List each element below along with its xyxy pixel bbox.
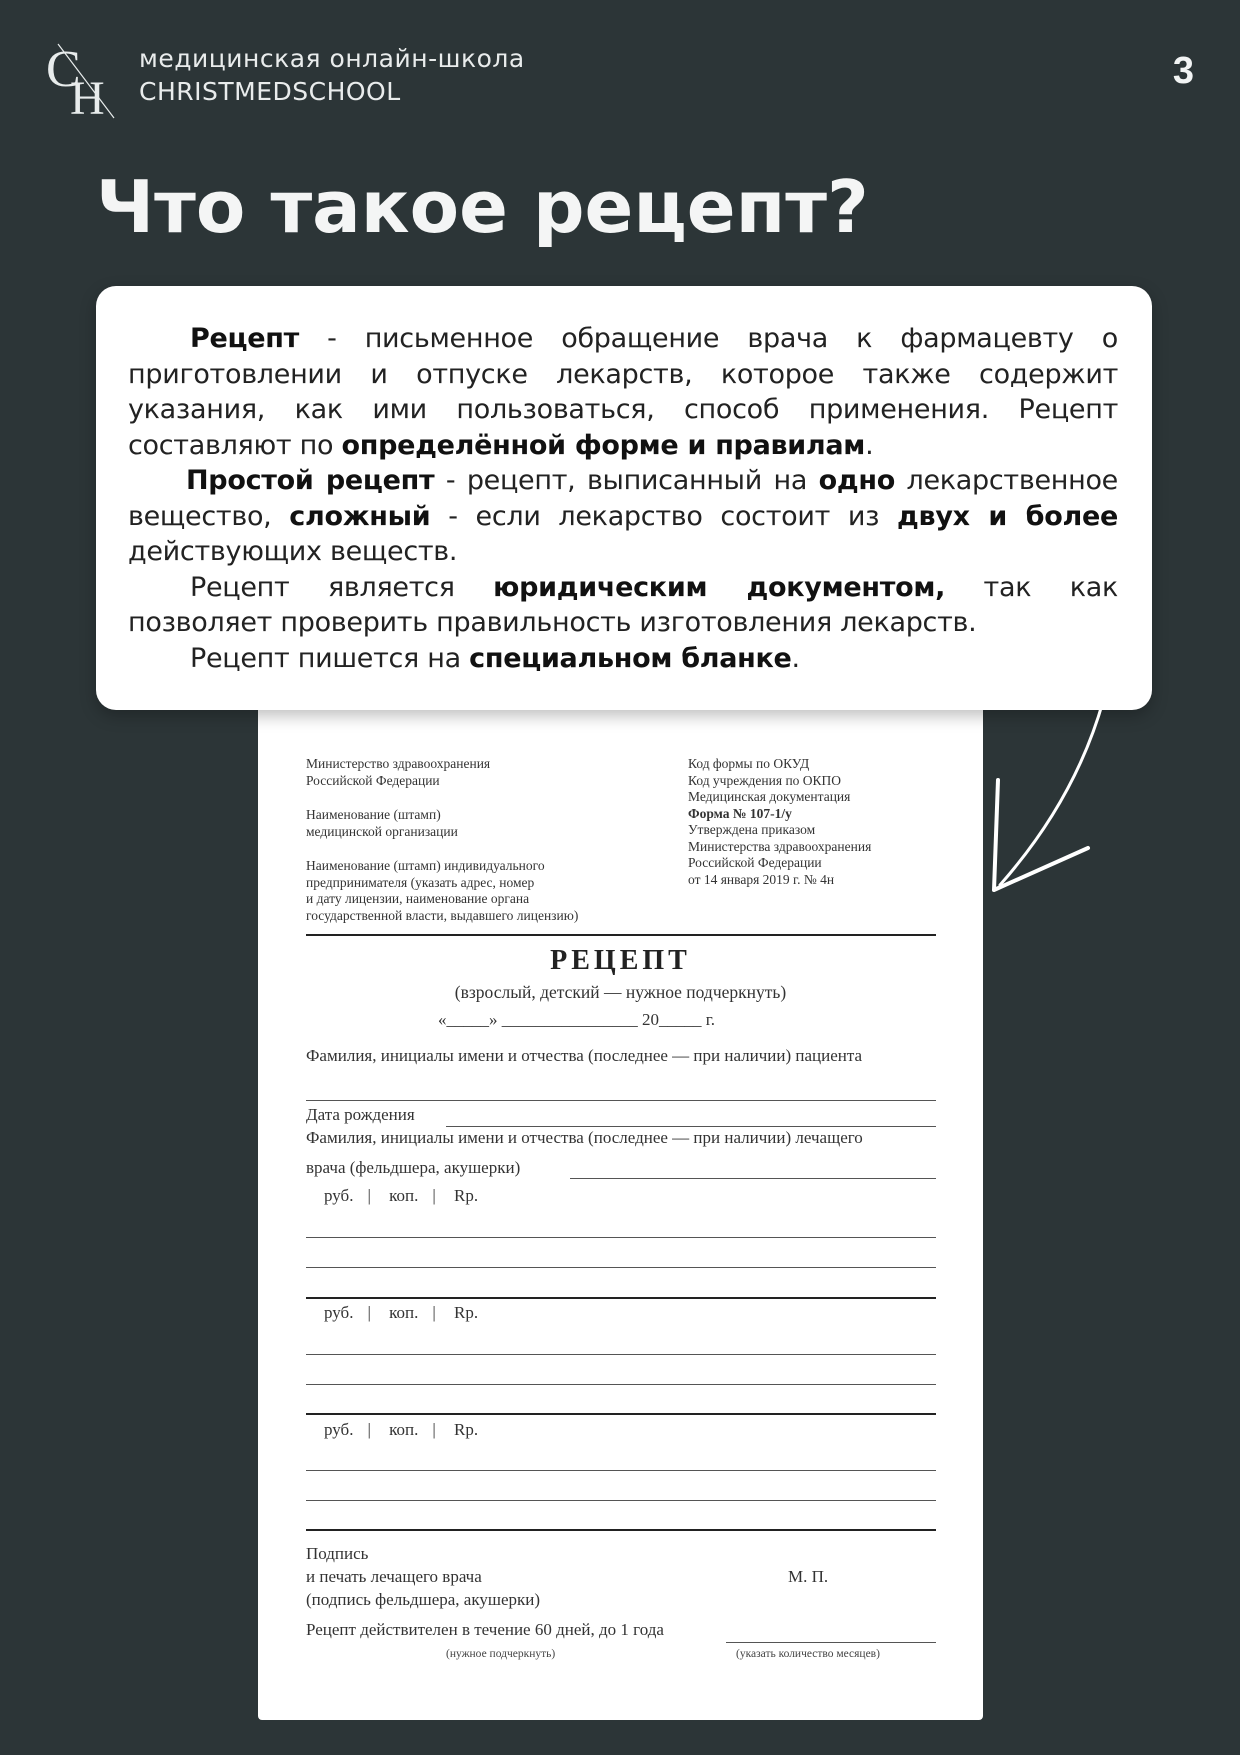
brand-name: CHRISTMEDSCHOOL [139, 77, 401, 106]
validity-note-2: (указать количество месяцев) [736, 1648, 880, 1660]
signature-label: Подпись [306, 1544, 369, 1563]
kop-label: коп. [389, 1303, 419, 1322]
svg-text:C: C [46, 41, 81, 98]
arrow-icon [980, 600, 1150, 900]
price-row: руб. | коп. | Rp. [324, 1303, 479, 1322]
svg-text:H: H [70, 72, 105, 120]
prescription-form [258, 680, 983, 1720]
divider [306, 1413, 936, 1415]
form-title: РЕЦЕПТ [550, 945, 691, 976]
signature-label-3: (подпись фельдшера, акушерки) [306, 1590, 541, 1609]
definition-text [128, 321, 1118, 676]
birth-label: Дата рождения [306, 1105, 415, 1124]
stamp-label: М. П. [788, 1567, 829, 1586]
rp-label: Rp. [454, 1186, 479, 1205]
form-text: Российской Федерации [306, 772, 440, 788]
divider [306, 1297, 936, 1299]
form-text: медицинской организации [306, 823, 458, 839]
divider [306, 1500, 936, 1501]
header [44, 38, 1204, 128]
divider [306, 1470, 936, 1471]
form-text: Министерство здравоохранения [306, 756, 491, 771]
form-text: Код формы по ОКУД [688, 756, 810, 771]
kop-label: коп. [389, 1186, 419, 1205]
price-row: руб. | коп. | Rp. [324, 1420, 479, 1439]
divider [306, 1100, 936, 1101]
form-text: Наименование (штамп) индивидуального [306, 858, 545, 873]
divider [306, 1354, 936, 1355]
form-text: предпринимателя (указать адрес, номер [306, 874, 535, 890]
form-text: Форма № 107-1/у [688, 805, 792, 821]
paragraph: Рецепт пишется на специальном бланке. [190, 642, 800, 674]
rub-label: руб. [324, 1303, 354, 1322]
page-title: Что такое рецепт? [96, 165, 869, 249]
price-row: руб. | коп. | Rp. [324, 1186, 479, 1205]
signature-label-2: и печать лечащего врача [306, 1567, 482, 1586]
divider [726, 1642, 936, 1643]
rp-label: Rp. [454, 1303, 479, 1322]
rp-label: Rp. [454, 1420, 479, 1439]
doctor-label: Фамилия, инициалы имени и отчества (последнее — при наличии) лечащего [306, 1128, 863, 1147]
form-header-right [688, 756, 958, 888]
rub-label: руб. [324, 1186, 354, 1205]
brand-tagline: медицинская онлайн-школа [139, 44, 525, 73]
kop-label: коп. [389, 1420, 419, 1439]
divider [446, 1126, 936, 1127]
form-text: Медицинская документация [688, 789, 851, 804]
paragraph: Рецепт является юридическим документом, так как позволяет проверить правильность изготовления лекарств. [128, 571, 1118, 638]
divider [570, 1178, 936, 1179]
divider [306, 1384, 936, 1385]
form-header-left [306, 756, 626, 924]
form-subtitle: (взрослый, детский — нужное подчеркнуть) [454, 982, 787, 1002]
page-number: 3 [1172, 50, 1194, 92]
form-text: Министерства здравоохранения [688, 838, 872, 854]
form-text: Код учреждения по ОКПО [688, 772, 842, 788]
form-text: Наименование (штамп) [306, 807, 441, 822]
divider [306, 1529, 936, 1531]
form-text: Утверждена приказом [688, 822, 816, 837]
form-text: Российской Федерации [688, 855, 822, 870]
validity-text: Рецепт действителен в течение 60 дней, до 1 года [306, 1620, 664, 1639]
divider [306, 934, 936, 936]
divider [306, 1267, 936, 1268]
form-text: от 14 января 2019 г. № 4н [688, 871, 835, 887]
rub-label: руб. [324, 1420, 354, 1439]
form-text: и дату лицензии, наименование органа [306, 891, 530, 906]
paragraph: Простой рецепт - рецепт, выписанный на одно лекарственное вещество, сложный - если лекарство состоит из двух и более действующих веществ. [128, 465, 1118, 567]
school-logo-icon [44, 38, 126, 120]
brand [139, 44, 525, 106]
form-text: государственной власти, выдавшего лицензию) [306, 907, 579, 923]
validity-note-1: (нужное подчеркнуть) [446, 1648, 556, 1660]
doctor-label-2: врача (фельдшера, акушерки) [306, 1158, 521, 1177]
patient-label: Фамилия, инициалы имени и отчества (последнее — при наличии) пациента [306, 1046, 863, 1065]
paragraph: Рецепт - письменное обращение врача к фармацевту о приготовлении и отпуске лекарств, которое также содержит указания, как ими пользоваться, способ применения. Рецепт составляют по определённой форме и правилам. [128, 323, 1118, 461]
form-date-line: «_____» ________________ 20_____ г. [438, 1010, 716, 1029]
divider [306, 1237, 936, 1238]
